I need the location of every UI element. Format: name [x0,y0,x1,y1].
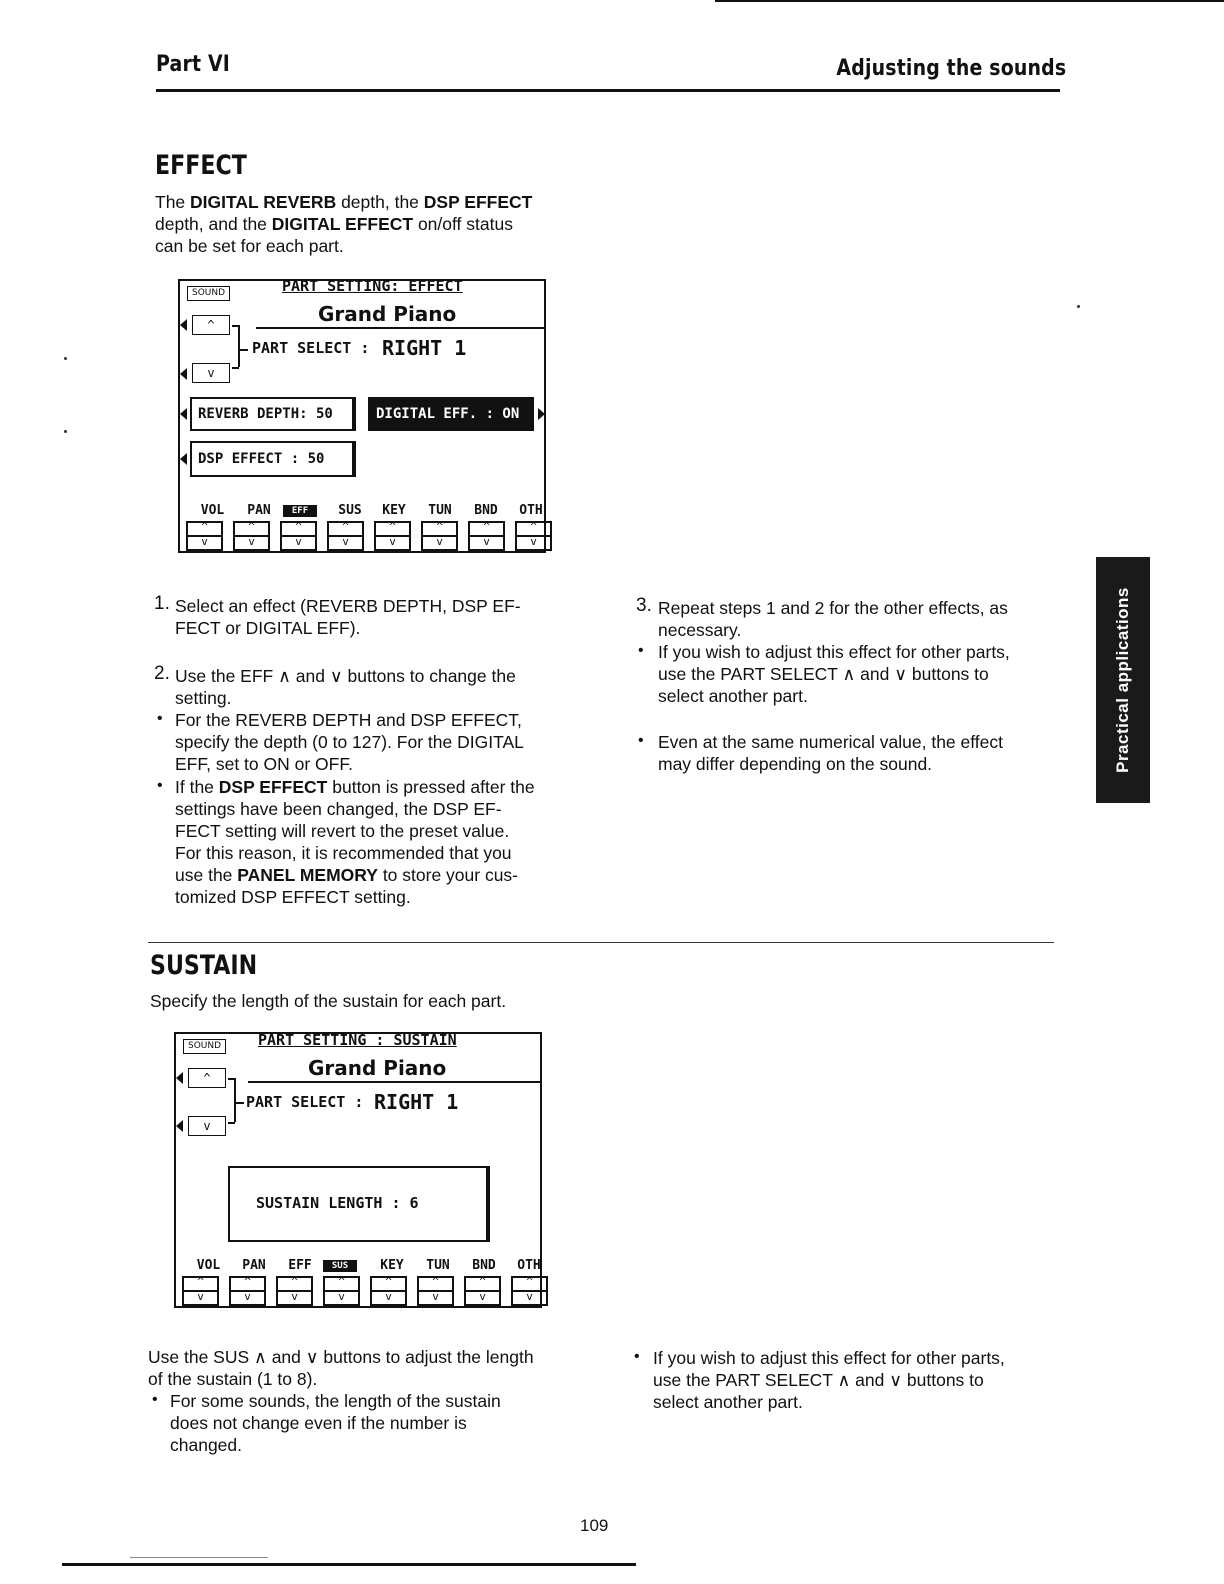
part-up-button[interactable]: ^ [192,315,230,335]
tab-key[interactable]: KEY [382,503,406,518]
bullet: • [157,777,163,794]
step-3-text: Repeat steps 1 and 2 for the other effects, as necessary. [658,598,1008,640]
effect-intro: The DIGITAL REVERB depth, the DSP EFFECT depth, and the DIGITAL EFFECT on/off status can be set for each part. [155,192,533,256]
bullet-dsp-text: If the DSP EFFECT button is pressed after the settings have been changed, the DSP EF- FECT setting will revert to the preset value. For this reason, it is recommended that you use the PANEL MEMORY to store your cus- tomized DSP EFFECT setting. [175,777,535,907]
digital-eff-field[interactable]: DIGITAL EFF. : ON [368,397,534,431]
tab-oth[interactable]: OTH [519,503,543,518]
step-1-text: Select an effect (REVERB DEPTH, DSP EF- FECT or DIGITAL EFF). [175,596,521,638]
tab-bnd[interactable]: BND [474,503,498,518]
sound-button[interactable]: SOUND [187,286,230,301]
header-rule [156,89,1060,92]
tab-buttons [186,521,552,551]
tab-eff[interactable]: EFF [288,1258,312,1273]
sus-updown-button[interactable]: ^ v [327,521,364,551]
left-arrow-icon [180,319,187,331]
bullet: • [638,642,644,659]
side-tab-label: Practical applications [1113,587,1132,773]
part-down-button[interactable]: v [188,1116,226,1136]
sustain-intro: Specify the length of the sustain for each part. [150,991,507,1011]
step-number: 2. [154,663,170,684]
left-arrow-icon [176,1120,183,1132]
sound-button[interactable]: SOUND [183,1039,226,1054]
effect-title: EFFECT [155,150,247,181]
section-rule [148,942,1054,943]
tab-pan[interactable]: PAN [247,503,271,518]
screen-heading: PART SETTING: EFFECT [282,277,463,295]
vol-updown-button[interactable]: ^ v [182,1276,219,1306]
reverb-depth-field[interactable]: REVERB DEPTH: 50 [190,397,356,431]
bullet-depth-text: For the REVERB DEPTH and DSP EFFECT, specify the depth (0 to 127). For the DIGITAL EFF, set to ON or OFF. [175,710,524,774]
sus-updown-button[interactable]: ^ v [323,1276,360,1306]
part-label: Part VI [156,52,230,77]
bnd-updown-button[interactable]: ^ v [468,521,505,551]
footer-rule [62,1563,636,1566]
key-updown-button[interactable]: ^ v [370,1276,407,1306]
sustain-part-select-note: If you wish to adjust this effect for other parts, use the PART SELECT ∧ and ∨ buttons to select another part. [653,1348,1005,1412]
tab-labels [190,503,553,518]
tab-key[interactable]: KEY [380,1258,404,1273]
left-arrow-icon [180,453,187,465]
sustain-instructions: Use the SUS ∧ and ∨ buttons to adjust the length of the sustain (1 to 8). [148,1347,534,1389]
left-arrow-icon [176,1072,183,1084]
tab-vol[interactable]: VOL [200,503,225,518]
tab-vol[interactable]: VOL [196,1258,221,1273]
tab-buttons [182,1276,548,1306]
dsp-effect-field[interactable]: DSP EFFECT : 50 [190,441,356,477]
tun-updown-button[interactable]: ^ v [421,521,458,551]
tab-oth[interactable]: OTH [517,1258,541,1273]
part-select-label: PART SELECT : [252,339,370,357]
pan-updown-button[interactable]: ^ v [233,521,270,551]
bullet-part-select-text: If you wish to adjust this effect for other parts, use the PART SELECT ∧ and ∨ buttons to select another part. [658,642,1010,706]
oth-updown-button[interactable]: ^ v [511,1276,548,1306]
speck [1077,305,1080,308]
screen-heading: PART SETTING : SUSTAIN [258,1031,457,1049]
tab-tun[interactable]: TUN [426,1258,450,1273]
part-down-button[interactable]: v [192,363,230,383]
bullet-numerical-text: Even at the same numerical value, the effect may differ depending on the sound. [658,732,1004,774]
chapter-title: Adjusting the sounds [836,56,1066,81]
step-number: 1. [154,593,170,614]
sustain-title: SUSTAIN [150,950,258,981]
part-select-value: RIGHT 1 [374,1090,459,1114]
oth-updown-button[interactable]: ^ v [515,521,552,551]
right-arrow-icon [538,408,545,420]
tun-updown-button[interactable]: ^ v [417,1276,454,1306]
eff-updown-button[interactable]: ^ v [276,1276,313,1306]
sustain-lcd-screen [174,1032,542,1308]
tab-pan[interactable]: PAN [242,1258,266,1273]
bullet: • [152,1391,158,1408]
tab-sus[interactable]: SUS [323,1260,357,1272]
eff-updown-button[interactable]: ^ v [280,521,317,551]
bnd-updown-button[interactable]: ^ v [464,1276,501,1306]
voice-name: Grand Piano [318,302,457,326]
top-rule [715,0,1224,2]
voice-name: Grand Piano [308,1056,447,1080]
step-2-text: Use the EFF ∧ and ∨ buttons to change the setting. [175,666,516,708]
tab-eff[interactable]: EFF [283,505,317,517]
tab-sus[interactable]: SUS [338,503,362,518]
left-arrow-icon [180,408,187,420]
bullet: • [638,732,644,749]
bullet: • [634,1348,640,1365]
vol-updown-button[interactable]: ^ v [186,521,223,551]
footer-accent-rule [130,1557,268,1558]
part-select-label: PART SELECT : [246,1093,364,1111]
sustain-note: For some sounds, the length of the sustain does not change even if the number is changed. [170,1391,501,1455]
step-number: 3. [636,595,652,616]
side-tab [1096,557,1150,803]
part-select-value: RIGHT 1 [382,336,467,360]
effect-lcd-screen [178,279,546,553]
sustain-length-box[interactable] [228,1166,490,1242]
page-number: 109 [580,1516,609,1535]
part-up-button[interactable]: ^ [188,1068,226,1088]
sustain-length-value: SUSTAIN LENGTH : 6 [256,1194,419,1212]
pan-updown-button[interactable]: ^ v [229,1276,266,1306]
left-arrow-icon [180,368,187,380]
tab-bnd[interactable]: BND [472,1258,496,1273]
speck [64,430,67,433]
key-updown-button[interactable]: ^ v [374,521,411,551]
speck [64,357,67,360]
tab-tun[interactable]: TUN [428,503,452,518]
bullet: • [157,710,163,727]
tab-labels [186,1258,551,1273]
